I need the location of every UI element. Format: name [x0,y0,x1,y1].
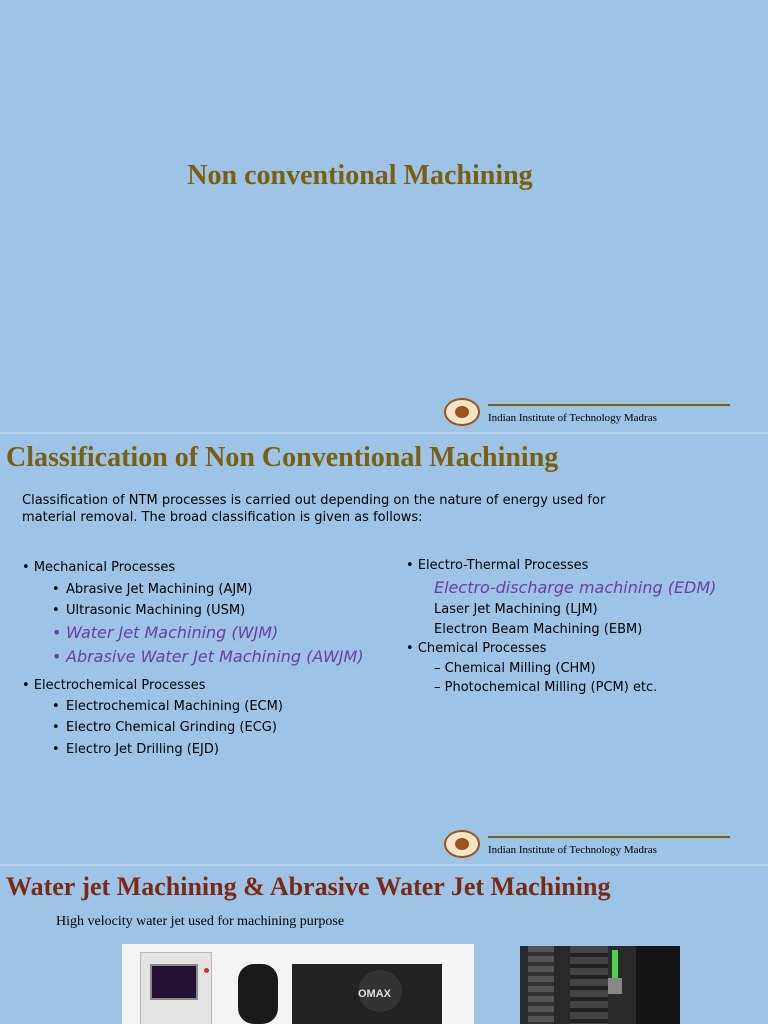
bellows-shape [570,946,608,1024]
list-item-highlight: • Abrasive Water Jet Machining (AWJM) [52,647,364,666]
nozzle-shape [608,978,622,994]
water-jet-subtitle: High velocity water jet used for machining purpose [56,914,345,929]
footer-text: Indian Institute of Technology Madras [488,412,657,424]
list-item-text: Electrochemical Machining (ECM) [66,699,283,714]
hose-shape [238,964,278,1024]
list-item: • Abrasive Jet Machining (AJM) [52,582,253,597]
list-item-text: Abrasive Jet Machining (AJM) [66,582,253,597]
iitm-logo-icon [444,398,480,426]
water-jet-stream [612,950,618,980]
footer-text: Indian Institute of Technology Madras [488,844,657,856]
list-item-text: Water Jet Machining (WJM) [66,623,279,642]
list-item: • Ultrasonic Machining (USM) [52,603,246,618]
classification-title: Classification of Non Conventional Machining [6,442,559,473]
list-item: • Electrochemical Machining (ECM) [52,699,283,714]
list-heading: • Electrochemical Processes [22,678,206,693]
bellows-shape [528,946,554,1024]
intro-line: Classification of NTM processes is carried out depending on the nature of energy used for [22,493,606,508]
waterjet-cutting-image [520,946,680,1024]
slide-footer [444,836,734,864]
footer-rule [488,836,730,838]
list-item-text: Electro Chemical Grinding (ECG) [66,720,277,735]
slide-classification [0,434,768,864]
list-item-text: Abrasive Water Jet Machining (AWJM) [66,647,364,666]
waterjet-machine-image [122,944,474,1024]
stop-button-icon [204,968,209,973]
list-item-text: Electro Jet Drilling (EJD) [66,742,219,757]
list-item-highlight: Electro-discharge machining (EDM) [434,578,717,597]
mechanical-heading: Mechanical Processes [33,560,176,575]
left-column [22,560,402,770]
list-item-text: Ultrasonic Machining (USM) [66,603,246,618]
slide-title-text: Non conventional Machining [187,160,533,191]
footer-rule [488,404,730,406]
iitm-logo-icon [444,830,480,858]
right-column [406,558,766,698]
electrochemical-heading: Electrochemical Processes [33,678,206,693]
list-item: Electron Beam Machining (EBM) [434,622,643,637]
control-screen [150,964,198,1000]
list-heading: • Mechanical Processes [22,560,176,575]
list-item-text: Photochemical Milling (PCM) etc. [444,680,658,695]
slide-water-jet [0,866,768,1024]
list-heading: • Chemical Processes [406,641,547,656]
machine-frame [636,946,680,1024]
water-jet-title: Water jet Machining & Abrasive Water Jet Machining [6,872,611,901]
slide-title [0,0,768,432]
list-heading: • Electro-Thermal Processes [406,558,589,573]
classification-intro [22,492,662,526]
chemical-heading: Chemical Processes [417,641,547,656]
list-item: – Photochemical Milling (PCM) etc. [434,680,658,695]
slide-footer [444,404,734,432]
list-item-highlight: • Water Jet Machining (WJM) [52,623,279,642]
list-item: • Electro Jet Drilling (EJD) [52,742,219,757]
list-item-text: Chemical Milling (CHM) [444,661,596,676]
list-item: • Electro Chemical Grinding (ECG) [52,720,277,735]
electro-thermal-heading: Electro-Thermal Processes [417,558,589,573]
brand-label: OMAX [358,988,391,1000]
list-item: Laser Jet Machining (LJM) [434,602,598,617]
list-item: – Chemical Milling (CHM) [434,661,596,676]
intro-line: material removal. The broad classification is given as follows: [22,510,423,525]
